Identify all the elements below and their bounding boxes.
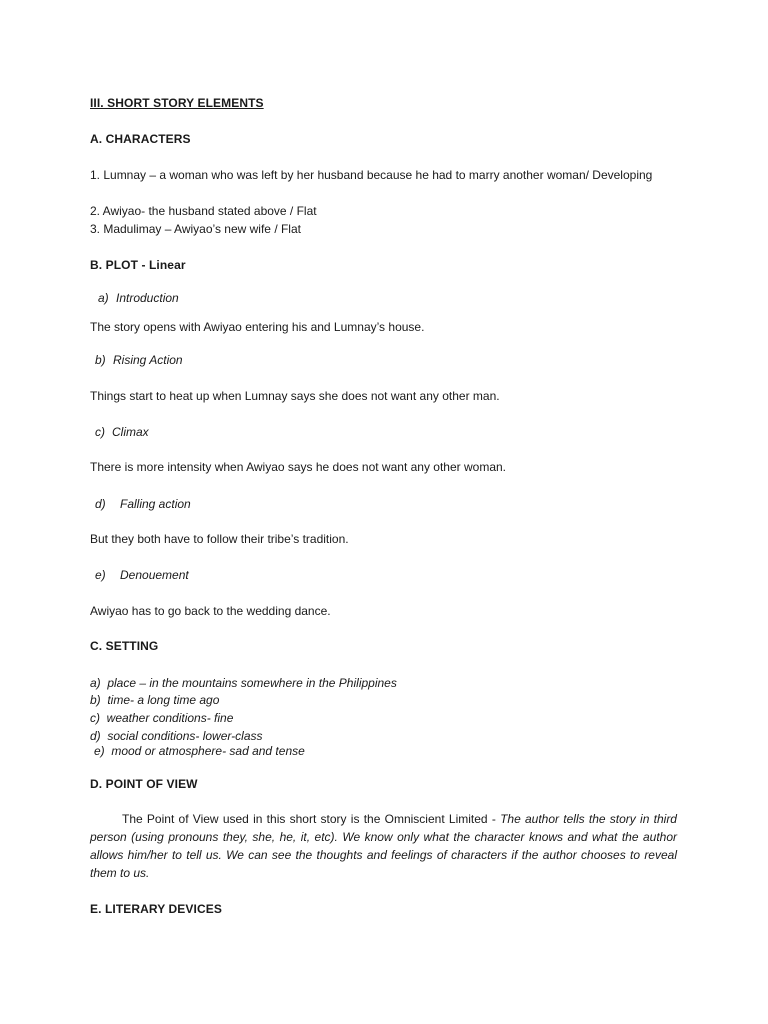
plot-subheading-rising-action bbox=[95, 351, 183, 369]
plot-subheading-climax bbox=[95, 423, 149, 441]
setting-item-weather: c) weather conditions- fine bbox=[90, 711, 234, 725]
plot-title-denouement: Denouement bbox=[120, 568, 189, 582]
plot-subheading-denouement bbox=[95, 566, 189, 584]
plot-label-a: a) bbox=[98, 291, 109, 305]
plot-text-denouement: Awiyao has to go back to the wedding dance. bbox=[90, 604, 331, 618]
pov-text-italic: The author tells the story in third person (using pronouns they, she, he, it, etc). We know only what the character knows and what the author allows him/her to tell us. We can see the thoughts and feelings of characters if the author chooses to reveal them to us. bbox=[90, 812, 677, 880]
plot-subheading-introduction bbox=[98, 289, 179, 307]
plot-label-d: d) bbox=[95, 497, 106, 511]
characters-heading: A. CHARACTERS bbox=[90, 132, 191, 146]
pov-heading: D. POINT OF VIEW bbox=[90, 777, 198, 791]
setting-item-social: d) social conditions- lower-class bbox=[90, 729, 263, 743]
plot-heading: B. PLOT - Linear bbox=[90, 258, 186, 272]
setting-heading: C. SETTING bbox=[90, 639, 159, 653]
section-title: III. SHORT STORY ELEMENTS bbox=[90, 96, 264, 110]
plot-title-rising-action: Rising Action bbox=[113, 353, 183, 367]
plot-label-e: e) bbox=[95, 568, 106, 582]
plot-label-b: b) bbox=[95, 353, 106, 367]
character-item-3: 3. Madulimay – Awiyao’s new wife / Flat bbox=[90, 222, 301, 236]
character-item-2: 2. Awiyao- the husband stated above / Flat bbox=[90, 204, 317, 218]
plot-text-falling-action: But they both have to follow their tribe’s tradition. bbox=[90, 532, 349, 546]
setting-item-time: b) time- a long time ago bbox=[90, 693, 220, 707]
plot-title-introduction: Introduction bbox=[116, 291, 179, 305]
plot-title-climax: Climax bbox=[112, 425, 149, 439]
setting-item-place: a) place – in the mountains somewhere in the Philippines bbox=[90, 676, 397, 690]
plot-subheading-falling-action bbox=[95, 495, 191, 513]
plot-text-climax: There is more intensity when Awiyao says he does not want any other woman. bbox=[90, 460, 506, 474]
literary-devices-heading: E. LITERARY DEVICES bbox=[90, 902, 222, 916]
character-item-1: 1. Lumnay – a woman who was left by her husband because he had to marry another woman/ Developing bbox=[90, 168, 653, 182]
pov-paragraph bbox=[90, 810, 677, 882]
plot-label-c: c) bbox=[95, 425, 105, 439]
plot-text-introduction: The story opens with Awiyao entering his and Lumnay’s house. bbox=[90, 320, 425, 334]
setting-item-mood: e) mood or atmosphere- sad and tense bbox=[94, 744, 305, 758]
pov-text-plain: The Point of View used in this short story is the Omniscient Limited - bbox=[122, 812, 501, 826]
plot-title-falling-action: Falling action bbox=[120, 497, 191, 511]
plot-text-rising-action: Things start to heat up when Lumnay says she does not want any other man. bbox=[90, 389, 500, 403]
